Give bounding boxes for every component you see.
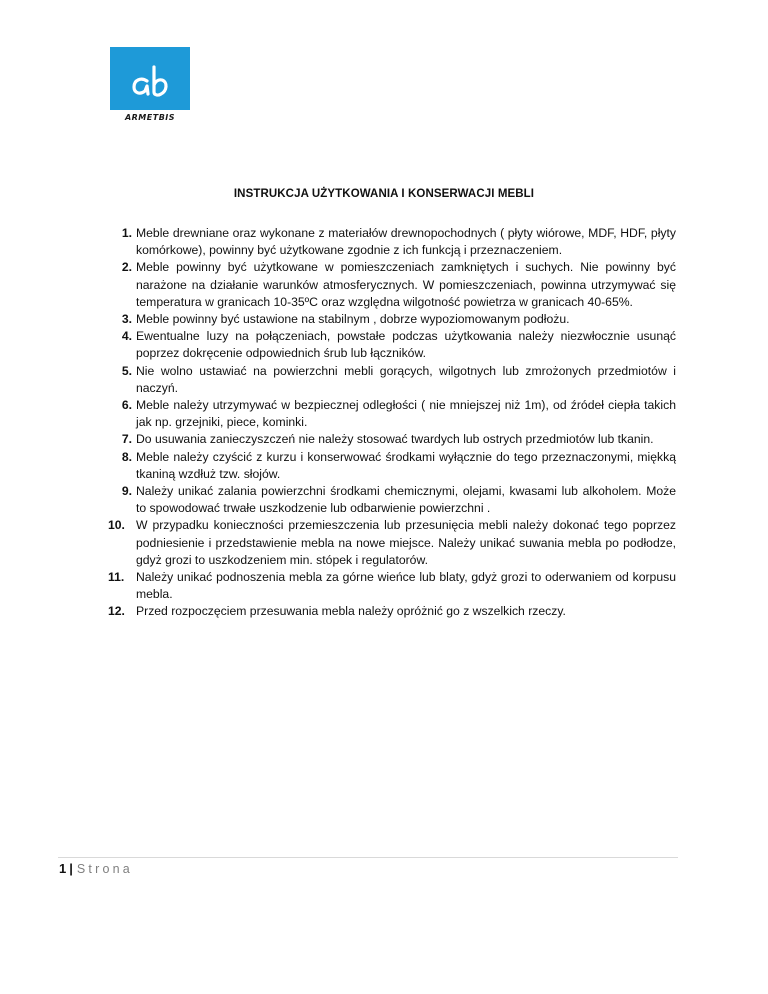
page-label: Strona [76, 862, 133, 876]
instruction-item [110, 328, 676, 362]
instruction-number: 2. [121, 260, 132, 275]
instruction-text: Meble powinny być użytkowane w pomieszczeniach zamkniętych i suchych. Nie powinny być narażone na działanie warunków atmosferycznych. W pomieszczeniach, powinna utrzymywać się temperatura w granicach 10-35ºC oraz względna wilgotność powietrza w granicach 40-65%. [136, 260, 676, 309]
instruction-number: 8. [121, 449, 132, 464]
instruction-item [110, 311, 676, 328]
instruction-number: 10. [108, 518, 125, 533]
instruction-text: Należy unikać podnoszenia mebla za górne wieńce lub blaty, gdyż grozi to oderwaniem od korpusu mebla. [136, 570, 676, 602]
instruction-text: Meble drewniane oraz wykonane z materiałów drewnopochodnych ( płyty wiórowe, MDF, HDF, płyty komórkowe), powinny być użytkowane zgodnie z ich funkcją i przeznaczeniem. [136, 226, 676, 258]
instruction-number: 7. [121, 432, 132, 447]
instruction-number: 11. [108, 570, 125, 585]
instruction-item [110, 363, 676, 397]
instruction-item [110, 483, 676, 517]
instruction-text: W przypadku konieczności przemieszczenia lub przesunięcia mebli należy dokonać tego poprzez podniesienie i przedstawienie mebla na nowe miejsce. Należy unikać suwania mebla po podłodze, gdyż grozi to uszkodzeniem min. stópek i regulatorów. [136, 518, 676, 567]
instruction-number: 4. [121, 329, 132, 344]
instruction-list [110, 225, 676, 621]
instruction-text: Meble należy utrzymywać w bezpiecznej odległości ( nie mniejszej niż 1m), od źródeł ciepła takich jak np. grzejniki, piece, kominki. [136, 398, 676, 430]
page-footer [59, 861, 133, 876]
instruction-item [110, 517, 676, 569]
instruction-item [110, 569, 676, 603]
instruction-item [110, 259, 676, 311]
instruction-item [110, 397, 676, 431]
instruction-number: 1. [121, 226, 132, 240]
ab-monogram-icon [110, 47, 190, 110]
document-title: INSTRUKCJA UŻYTKOWANIA I KONSERWACJI MEBLI [233, 188, 535, 200]
instruction-number: 12. [108, 604, 125, 619]
instruction-number: 9. [121, 484, 132, 499]
instruction-item [110, 449, 676, 483]
instruction-item [110, 431, 676, 448]
instruction-number: 6. [121, 398, 132, 413]
instruction-text: Meble należy czyścić z kurzu i konserwować środkami wyłącznie do tego przeznaczonymi, miękką tkaniną wzdłuż tzw. słojów. [136, 449, 676, 481]
instruction-text: Przed rozpoczęciem przesuwania mebla należy opróżnić go z wszelkich rzeczy. [136, 604, 566, 619]
logo-mark [110, 47, 190, 110]
footer-separator: | [69, 861, 73, 876]
instruction-text: Ewentualne luzy na połączeniach, powstałe podczas użytkowania należy niezwłocznie usunąć poprzez dokręcenie odpowiednich śrub lub łączników. [136, 329, 676, 361]
page-number: 1 [59, 861, 67, 876]
instruction-text: Należy unikać zalania powierzchni środkami chemicznymi, olejami, kwasami lub alkoholem. Może to spowodować trwałe uszkodzenie lub odbarwienie powierzchni . [136, 484, 676, 516]
footer-divider [58, 857, 678, 858]
instruction-number: 5. [121, 363, 132, 378]
logo-wordmark: ARMETBIS [124, 113, 176, 122]
company-logo [110, 47, 190, 127]
instruction-item [110, 225, 676, 259]
instruction-number: 3. [121, 312, 132, 327]
instruction-text: Meble powinny być ustawione na stabilnym , dobrze wypoziomowanym podłożu. [136, 312, 570, 327]
instruction-text: Do usuwania zanieczyszczeń nie należy stosować twardych lub ostrych przedmiotów lub tkanin. [136, 432, 654, 447]
instruction-item [110, 603, 676, 620]
instruction-text: Nie wolno ustawiać na powierzchni mebli gorących, wilgotnych lub zmrożonych przedmiotów i naczyń. [136, 363, 676, 395]
